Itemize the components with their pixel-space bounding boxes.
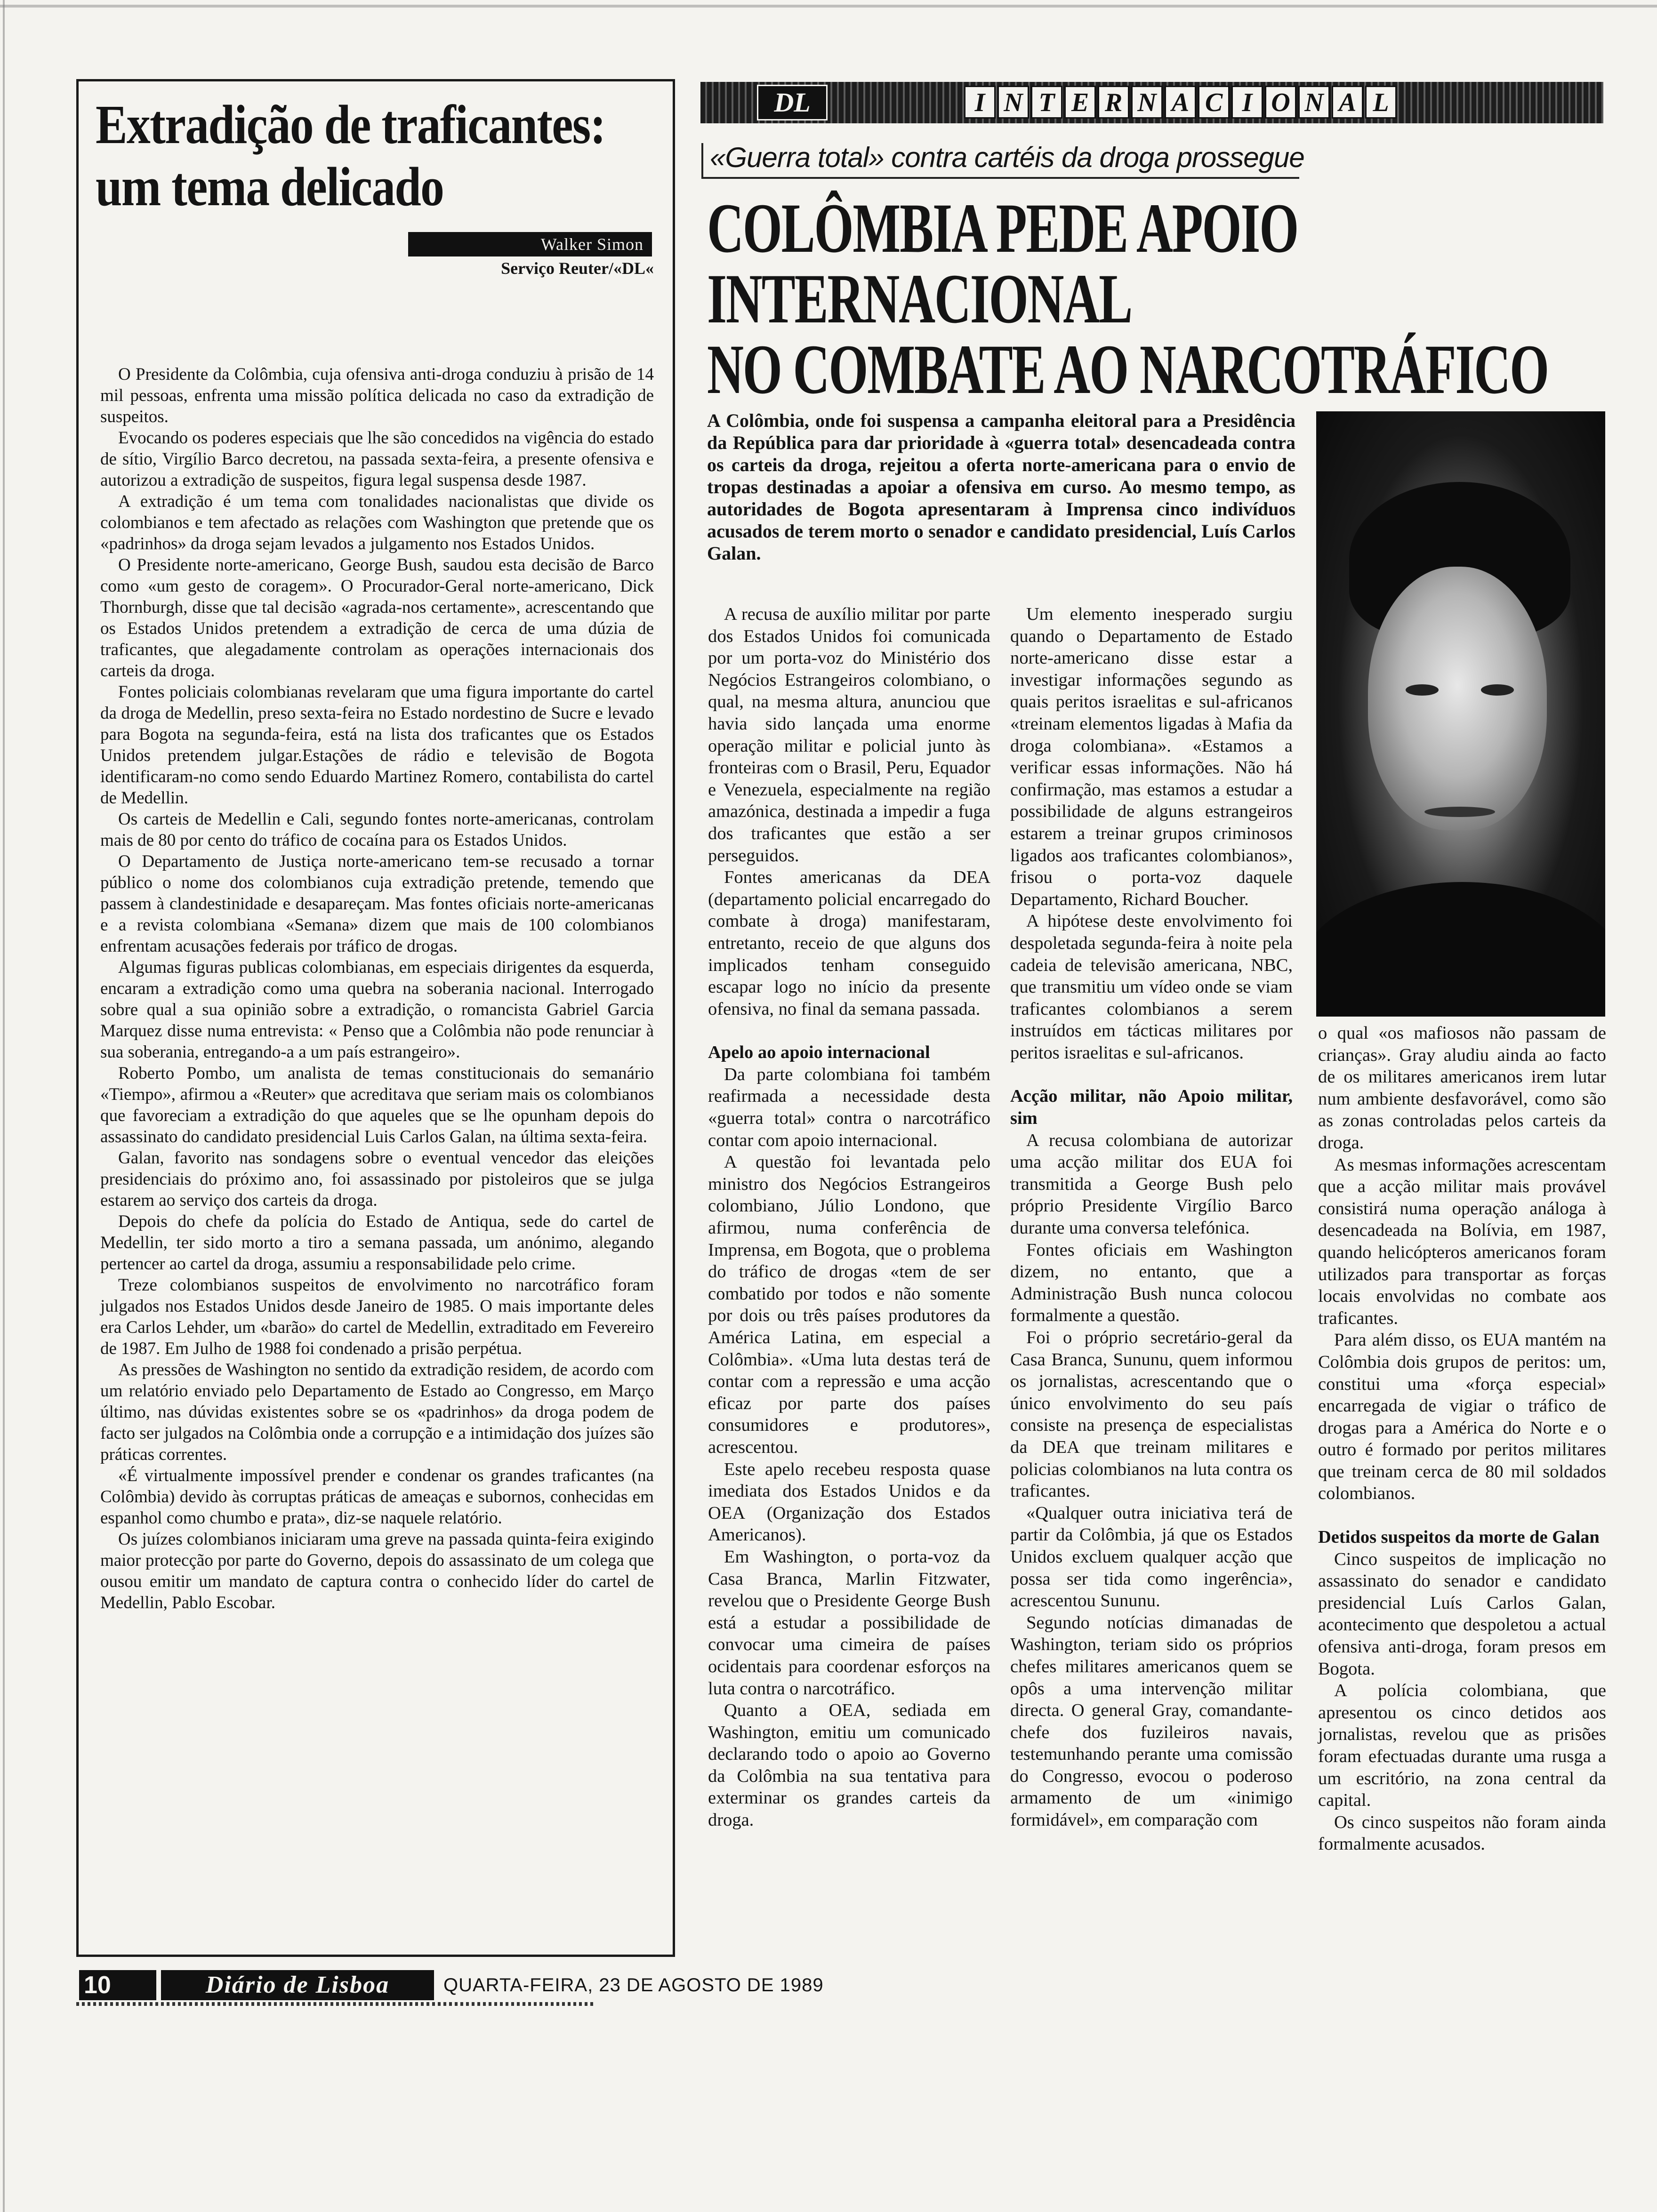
- section-banner: [700, 82, 1603, 123]
- section-letter: N: [997, 86, 1029, 119]
- article-paragraph: Os cinco suspeitos não foram ainda formalmente acusados.: [1318, 1812, 1606, 1854]
- main-headline-line2: INTERNACIONAL: [707, 260, 1132, 338]
- section-letter: I: [1231, 86, 1263, 119]
- left-article-paragraph: Galan, favorito nas sondagens sobre o eventual vencedor das eleições presidenciais do próximo ano, foi assassinado por pistoleiros que se julga estarem ao serviço dos carteis da droga.: [100, 1148, 654, 1210]
- left-article-paragraph: Treze colombianos suspeitos de envolvimento no narcotráfico foram julgados nos Estados Unidos desde Janeiro de 1985. O mais importante deles era Carlos Lehder, um «barão» do cartel de Medellin, extraditado em Fevereiro de 1987. Em Julho de 1988 foi condenado a prisão perpétua.: [100, 1275, 654, 1358]
- main-article-column-3: [1318, 1022, 1606, 1855]
- page-number: 10: [79, 1970, 156, 2000]
- article-paragraph: A recusa colombiana de autorizar uma acção militar dos EUA foi transmitida a George Bush pelo próprio Presidente Virgílio Barco durante uma conversa telefónica.: [1010, 1130, 1293, 1238]
- photo-shoulders: [1316, 882, 1605, 1017]
- left-article-paragraph: Evocando os poderes especiais que lhe são concedidos na vigência do estado de sítio, Virgílio Barco decretou, na passada sexta-feira, a presente ofensiva e autorizou a extradição de suspeitos, figura legal suspensa desde 1987.: [100, 428, 654, 490]
- article-paragraph: Um elemento inesperado surgiu quando o Departamento de Estado norte-americano disse estar a investigar informações segundo as quais peritos israelitas e sul-africanos «treinam elementos ligadas à Mafia da droga colombiana». «Estamos a verificar essas informações. Não há confirmação, mas estamos a estudar a possibilidade de alguns estrangeiros estarem a treinar grupos criminosos ligados aos traficantes colombianos», frisou o porta-voz daquele Departamento, Richard Boucher.: [1010, 604, 1293, 909]
- article-paragraph: As mesmas informações acrescentam que a acção militar mais provável consistirá numa operação análoga à desencadeada na Bolívia, em 1987, quando helicópteros americanos foram utilizados para transportar as forças locais envolvidas no combate aos traficantes.: [1318, 1154, 1606, 1328]
- subheading: Apelo ao apoio internacional: [708, 1042, 930, 1063]
- main-article-column-2: [1010, 603, 1293, 1831]
- left-article-paragraph: As pressões de Washington no sentido da extradição residem, de acordo com um relatório enviado pelo Departamento de Estado ao Congresso, em Março último, nas dúvidas existentes sobre se os «padrinhos» da droga podem de facto ser julgados na Colômbia onde a corrupção e a intimidação dos juízes são práticas correntes.: [100, 1360, 654, 1464]
- section-letter: R: [1098, 86, 1129, 119]
- main-headline-line3: NO COMBATE AO NARCOTRÁFICO: [707, 330, 1548, 409]
- article-paragraph: A polícia colombiana, que apresentou os cinco detidos aos jornalistas, revelou que as prisões foram efectuadas durante uma rusga a um escritório, na zona central da capital.: [1318, 1681, 1606, 1811]
- section-letter: C: [1198, 86, 1230, 119]
- portrait-photo: [1316, 411, 1605, 1017]
- left-article-box: [76, 79, 675, 1957]
- article-paragraph: Foi o próprio secretário-geral da Casa Branca, Sununu, quem informou os jornalistas, acrescentando que o único envolvimento do seu país consiste na presença de especialistas da DEA que treinam militares e policias colombianos na luta contra os traficantes.: [1010, 1328, 1293, 1501]
- kicker: «Guerra total» contra cartéis da droga prossegue: [710, 142, 1304, 173]
- section-letter: L: [1365, 86, 1397, 119]
- article-paragraph: A questão foi levantada pelo ministro dos Negócios Estrangeiros colombiano, Júlio Londono, que afirmou, numa conferência de Imprensa, em Bogota, que o problema do tráfico de drogas «tem de ser combatido por todos e não somente por dois ou três países produtores da América Latina, em especial a Colômbia». «Uma luta destas terá de contar com a repressão e uma acção eficaz por parte dos países consumidores e produtores», acrescentou.: [708, 1152, 990, 1457]
- left-article-paragraph: A extradição é um tema com tonalidades nacionalistas que divide os colombianos e tem afectado as relações com Washington que pretende que os «padrinhos» da droga sejam levados a julgamento nos Estados Unidos.: [100, 492, 654, 553]
- left-article-paragraph: O Departamento de Justiça norte-americano tem-se recusado a tornar público o nome dos colombianos cuja extradição pretende, temendo que passem à clandestinidade e desapareçam. Mas fontes oficiais norte-americanas e a revista colombiana «Semana» dizem que mais de 100 colombianos enfrentam acusações federais por tráfico de drogas.: [100, 852, 654, 956]
- article-paragraph: Fontes oficiais em Washington dizem, no entanto, que a Administração Bush nunca colocou formalmente a questão.: [1010, 1240, 1293, 1326]
- article-paragraph: o qual «os mafiosos não passam de crianças». Gray aludiu ainda ao facto de os militares americanos irem lutar num ambiente desfavorável, como são as zonas controladas pelos carteis da droga.: [1318, 1023, 1606, 1153]
- article-paragraph: Cinco suspeitos de implicação no assassinato do senador e candidato presidencial Luís Carlos Galan, acontecimento que despoletou a actual ofensiva anti-droga, foram presos em Bogota.: [1318, 1549, 1606, 1679]
- subheading: Detidos suspeitos da morte de Galan: [1318, 1527, 1600, 1547]
- left-article-paragraph: «É virtualmente impossível prender e condenar os grandes traficantes (na Colômbia) devido às corruptas práticas de ameaças e subornos, conhecidas em espanhol como chumbo e prata», diz-se naquele relatório.: [100, 1466, 654, 1528]
- left-article-paragraph: Depois do chefe da polícia do Estado de Antiqua, sede do cartel de Medellin, ter sido morto a tiro a semana passada, um anónimo, alegando pertencer ao cartel da droga, assumiu a responsabilidade pelo crime.: [100, 1212, 654, 1274]
- byline-service: Serviço Reuter/«DL«: [501, 259, 654, 278]
- masthead: Diário de Lisboa: [161, 1970, 434, 2000]
- article-paragraph: Fontes americanas da DEA (departamento policial encarregado do combate à droga) manifestaram, entretanto, receio de que alguns dos implicados tenham conseguido escapar logo no início da presente ofensiva, no final da semana passada.: [708, 867, 990, 1019]
- section-letter: A: [1165, 86, 1196, 119]
- left-article-paragraph: Os carteis de Medellin e Cali, segundo fontes norte-americanas, controlam mais de 80 por cento do tráfico de cocaína para os Estados Unidos.: [100, 809, 654, 850]
- page-footer: [76, 1967, 1630, 2010]
- left-article-paragraph: O Presidente norte-americano, George Bush, saudou esta decisão de Barco como «um gesto de coragem». O Procurador-Geral norte-americano, Dick Thornburgh, disse que tal decisão «agrada-nos certamente», acrescentando que os Estados Unidos pretendem a extradição de cerca de uma dúzia de traficantes, que alegadamente controlam as operações internacionais dos carteis da droga.: [100, 555, 654, 681]
- photo-eye-left: [1406, 684, 1439, 696]
- left-article-paragraph: Os juízes colombianos iniciaram uma greve na passada quinta-feira exigindo maior protecção por parte do Governo, depois do assassinato de um colega que ousou emitir um mandato de captura contra o conhecido líder do cartel de Medellin, Pablo Escobar.: [100, 1530, 654, 1612]
- dl-logo: DL: [757, 85, 828, 120]
- article-paragraph: Segundo notícias dimanadas de Washington, teriam sido os próprios chefes militares americanos quem se opôs a uma intervenção militar directa. O general Gray, comandante-chefe dos fuzileiros navais, testemunhando perante uma comissão do Congresso, evocou o poderoso armamento de um «inimigo formidável», em comparação com: [1010, 1612, 1293, 1830]
- article-paragraph: Este apelo recebeu resposta quase imediata dos Estados Unidos e da OEA (Organização dos Estados Americanos).: [708, 1459, 990, 1545]
- left-headline-line1: Extradição de traficantes:: [96, 94, 605, 155]
- article-paragraph: A hipótese deste envolvimento foi despoletada segunda-feira à noite pela cadeia de televisão americana, NBC, que transmitiu um vídeo onde se viam traficantes colombianos a serem instruídos em tácticas militares por peritos israelitas e sul-africanos.: [1010, 911, 1293, 1063]
- section-letter: A: [1332, 86, 1363, 119]
- lede-paragraph: A Colômbia, onde foi suspensa a campanha eleitoral para a Presidência da República para dar prioridade à «guerra total» desencadeada contra os carteis da droga, rejeitou a oferta norte-americana para o envio de tropas destinadas a apoiar a ofensiva em curso. Ao mesmo tempo, as autoridades de Bogota apresentaram à Imprensa cinco indivíduos acusados de terem morto o senador e candidato presidencial, Luís Carlos Galan.: [707, 410, 1295, 564]
- article-paragraph: Da parte colombiana foi também reafirmada a necessidade desta «guerra total» contra o narcotráfico contar com apoio internacional.: [708, 1064, 990, 1150]
- main-headline: [707, 189, 1548, 409]
- left-article-paragraph: Algumas figuras publicas colombianas, em especiais dirigentes da esquerda, encaram a extradição como uma quebra na soberania nacional. Interrogado sobre qual a sua opinião sobre a extradição, o romancista Gabriel Garcia Marquez disse numa entrevista: « Penso que a Colômbia não pode renunciar à sua soberania, entregando-a a um país estrangeiro».: [100, 958, 654, 1062]
- left-headline-line2: um tema delicado: [96, 156, 444, 217]
- article-paragraph: «Qualquer outra iniciativa terá de partir da Colômbia, já que os Estados Unidos excluem qualquer acção que possa ser tida como ingerência», acrescentou Sununu.: [1010, 1503, 1293, 1611]
- left-article-paragraph: O Presidente da Colômbia, cuja ofensiva anti-droga conduziu à prisão de 14 mil pessoas, enfrenta uma missão política delicada no caso da extradição de suspeitos.: [100, 365, 654, 426]
- left-article-body: [100, 364, 654, 1613]
- section-letter: I: [964, 86, 996, 119]
- left-article-paragraph: Roberto Pombo, um analista de temas constitucionais do semanário «Tiempo», afirmou a «Reuter» que acreditava que seriam mais os colombianos que favoreciam a extradição do que aqueles que se lhe opunham depois do assassinato do candidato presidencial Luis Carlos Galan, na última sexta-feira.: [100, 1064, 654, 1146]
- article-paragraph: Em Washington, o porta-voz da Casa Branca, Marlin Fitzwater, revelou que o Presidente George Bush está a estudar a possibilidade de convocar uma cimeira de países ocidentais para coordenar esforços na luta contra o narcotráfico.: [708, 1547, 990, 1699]
- photo-face: [1368, 567, 1547, 830]
- article-paragraph: Para além disso, os EUA mantém na Colômbia dois grupos de peritos: um, constitui uma «força especial» encarregada de vigiar o tráfico de drogas para a América do Norte e o outro é formado por peritos militares que treinam cerca de 80 mil soldados colombianos.: [1318, 1330, 1606, 1504]
- kicker-rule-vertical: [701, 143, 703, 179]
- article-paragraph: A recusa de auxílio militar por parte dos Estados Unidos foi comunicada por um porta-voz do Ministério dos Negócios Estrangeiros colombiano, o qual, na mesma altura, anunciou que havia sido lançada uma enorme operação militar e policial junto às fronteiras com o Brasil, Peru, Equador e Venezuela, especialmente na região amazónica, destinada a impedir a fuga dos traficantes que estão a ser perseguidos.: [708, 604, 990, 866]
- publication-date: QUARTA-FEIRA, 23 DE AGOSTO DE 1989: [443, 1975, 824, 1996]
- section-letter: N: [1131, 86, 1163, 119]
- section-letter: E: [1064, 86, 1096, 119]
- kicker-rule: [701, 177, 1299, 179]
- photo-mouth: [1424, 807, 1495, 817]
- article-paragraph: Quanto a OEA, sediada em Washington, emitiu um comunicado declarando todo o apoio ao Governo da Colômbia na sua tentativa para exterminar os grandes carteis da droga.: [708, 1700, 990, 1830]
- section-title-internacional: [964, 86, 1399, 120]
- byline: Walker Simon: [408, 232, 652, 256]
- section-letter: T: [1031, 86, 1062, 119]
- section-letter: N: [1298, 86, 1330, 119]
- section-letter: O: [1265, 86, 1296, 119]
- footer-rule: [76, 2002, 594, 2006]
- left-edge-rule: [3, 0, 5, 2212]
- main-article-column-1: [708, 603, 990, 1831]
- main-headline-line1: COLÔMBIA PEDE APOIO: [707, 189, 1298, 267]
- subheading: Acção militar, não Apoio militar, sim: [1010, 1086, 1293, 1129]
- photo-eye-right: [1481, 684, 1514, 696]
- top-edge-rule: [0, 5, 1657, 8]
- left-article-paragraph: Fontes policiais colombianas revelaram que uma figura importante do cartel da droga de Medellin, preso sexta-feira no Estado nordestino de Sucre e levado para Bogota na segunda-feira, está na lista dos traficantes que os Estados Unidos pretendem julgar.Estações de rádio e televisão de Bogota identificaram-no como sendo Eduardo Martinez Romero, contabilista do cartel de Medellin.: [100, 682, 654, 808]
